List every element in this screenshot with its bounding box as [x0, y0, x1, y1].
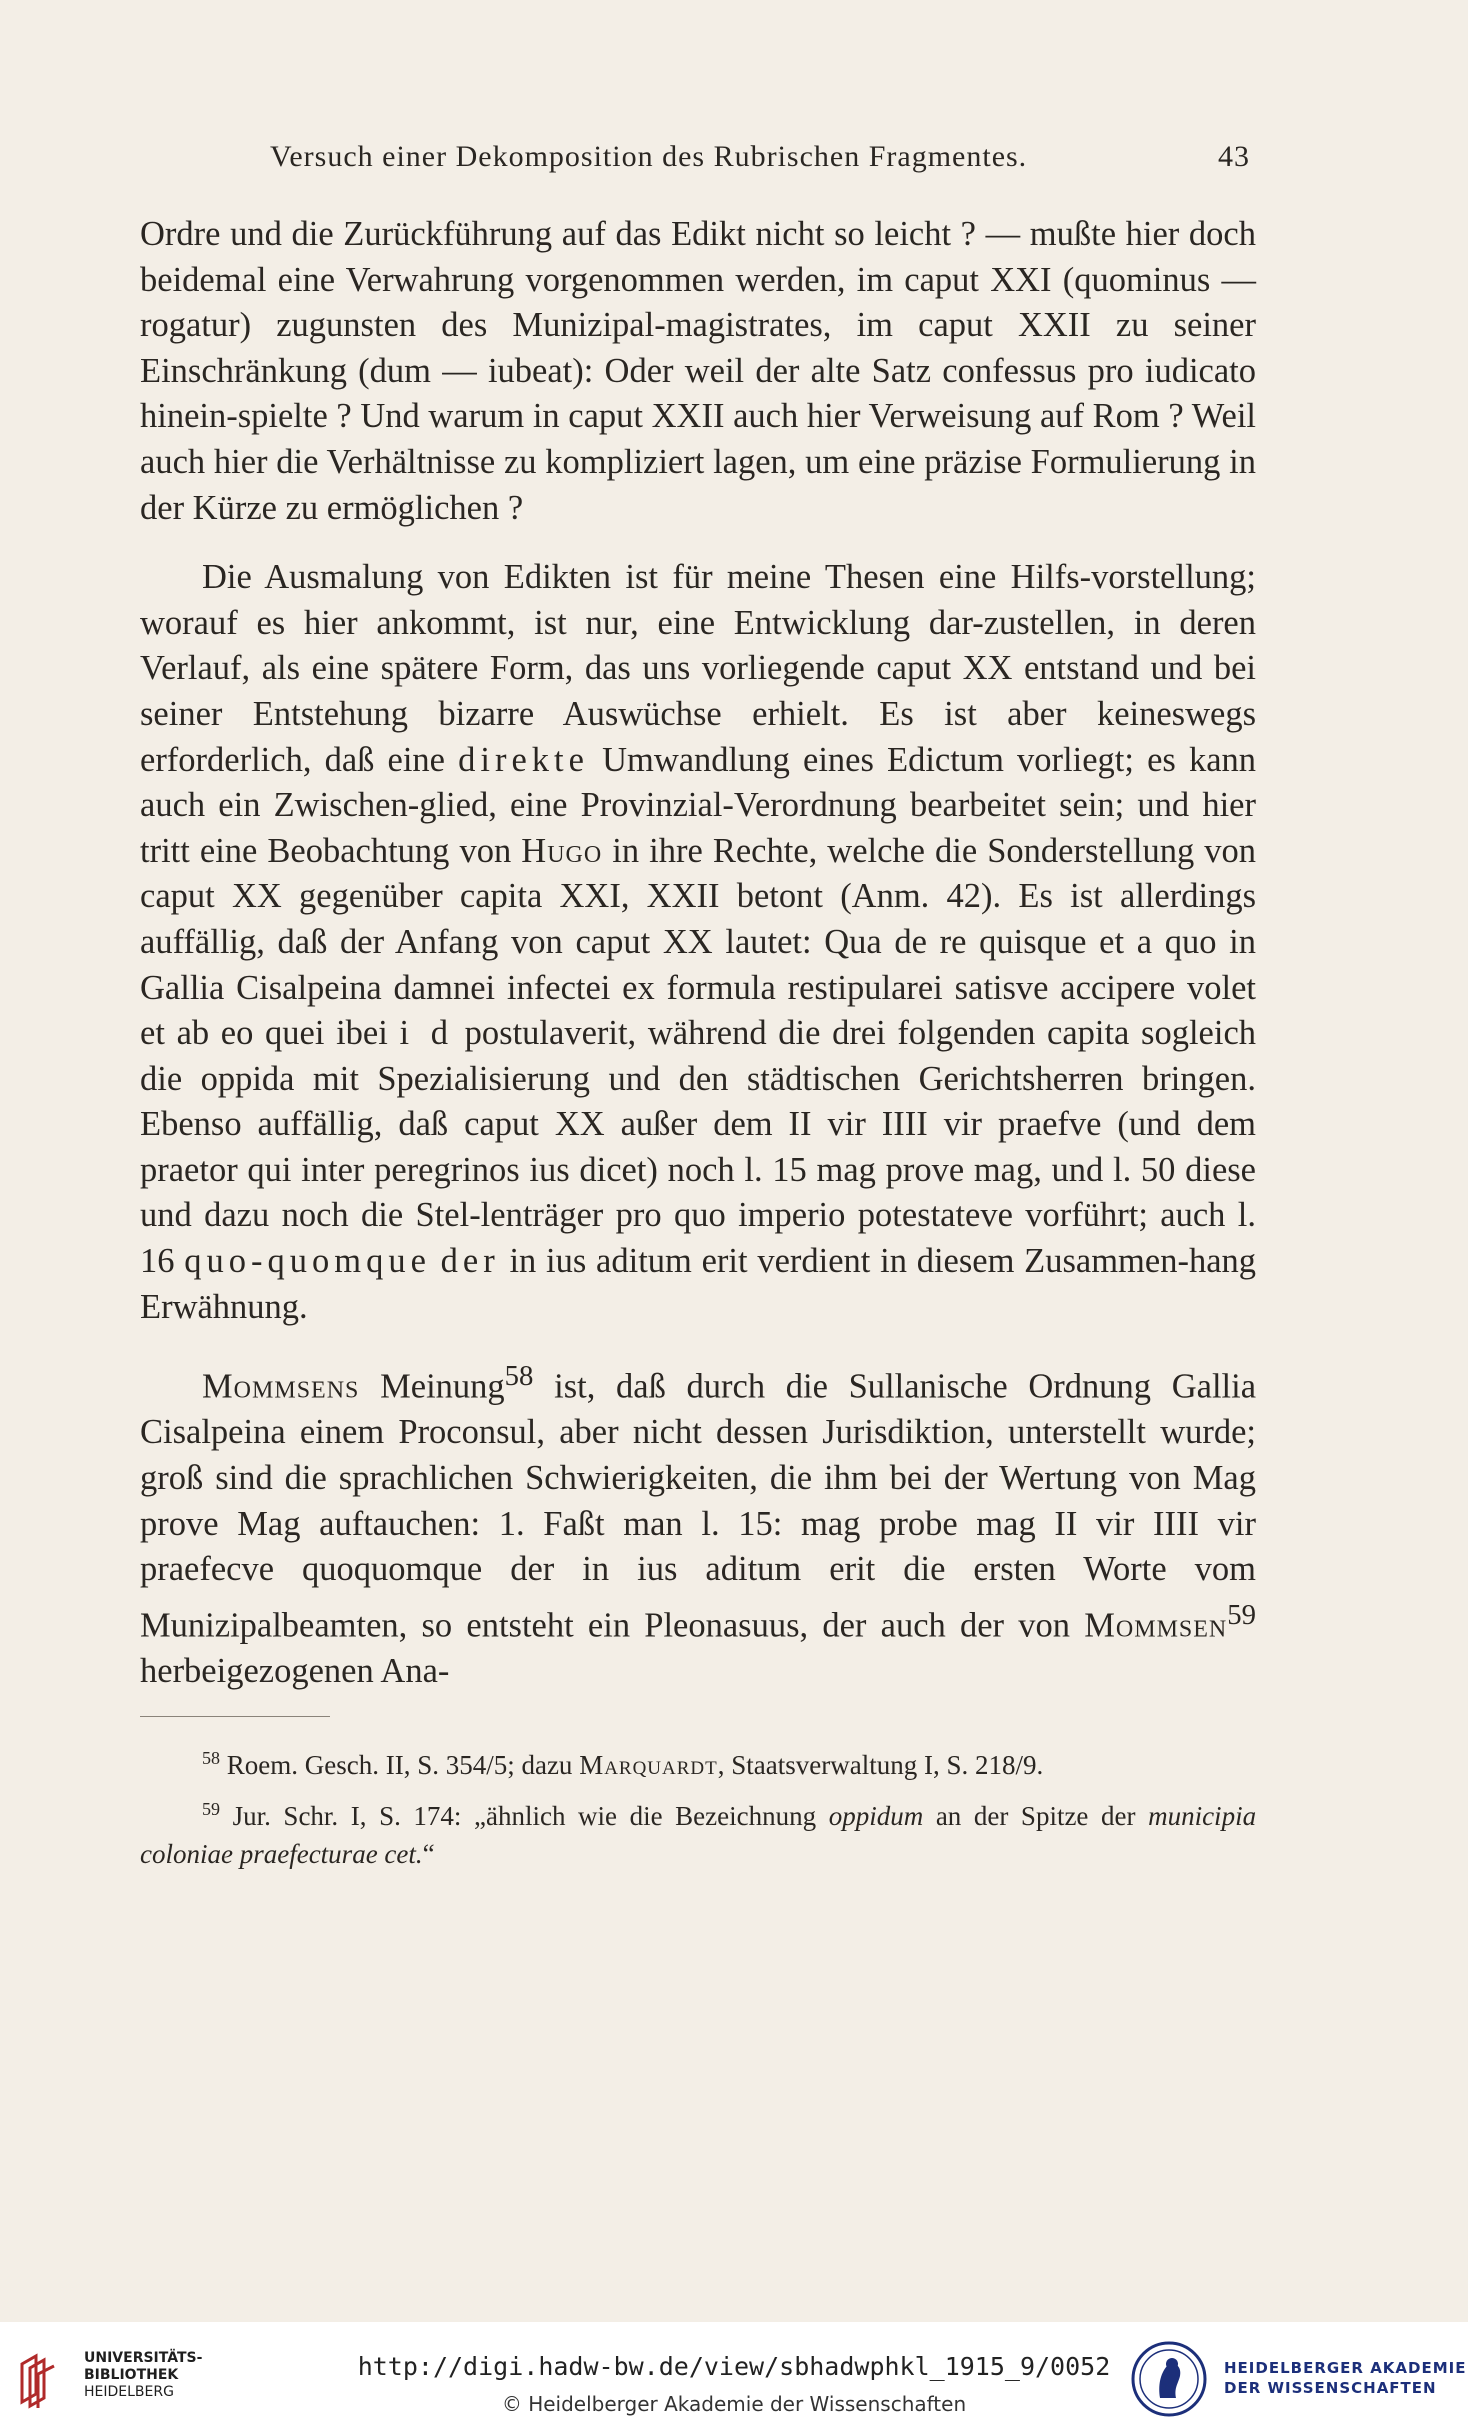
paragraph-2-part-d: postulaverit, während die drei folgenden capita sogleich die oppida mit Spezialisierung und den städtischen Gerichtsherren bringen. Ebenso auffällig, daß caput XX außer dem II vir IIII vir praefve (und dem praetor qui inter peregrinos ius dicet) noch l. 15 mag prove mag, und l. 50 diese und dazu noch die Stel-lenträger pro quo imperio potestateve vorführt; auch l. 16	[140, 1014, 1257, 1281]
footnote-58-number: 58	[202, 1748, 220, 1769]
paragraph-3-part-a: Meinung	[380, 1367, 505, 1406]
permalink-url[interactable]: http://digi.hadw-bw.de/view/sbhadwphkl_1915_9/0052	[357, 2352, 1111, 2381]
academy-line-1: HEIDELBERGER AKADEMIE	[1224, 2359, 1467, 2377]
footnote-58	[140, 1739, 1256, 1784]
library-line-3: HEIDELBERG	[84, 2384, 174, 2400]
footnote-59	[140, 1790, 1256, 1873]
emphasis-direkte: direkte	[458, 740, 589, 779]
term-municipia: municipia coloniae praefecturae cet.	[140, 1801, 1257, 1870]
footnote-59-part-a: Jur. Schr. I, S. 174: „ähnlich wie die Bezeichnung	[232, 1801, 817, 1832]
library-line-2: BIBLIOTHEK	[84, 2367, 179, 2383]
term-oppidum: oppidum	[828, 1801, 924, 1832]
viewer-footer	[0, 2322, 1468, 2426]
body-text	[140, 212, 1256, 1694]
academy-line-2: DER WISSENSCHAFTEN	[1224, 2379, 1437, 2397]
emphasis-quoquomque: quo-quomque	[184, 1242, 431, 1281]
footnote-58-part-a: Roem. Gesch. II, S. 354/5; dazu	[226, 1750, 573, 1781]
author-name-mommsens: Mommsens	[202, 1367, 360, 1406]
footnote-59-number: 59	[202, 1799, 220, 1820]
author-name-mommsen: Mommsen	[1084, 1606, 1228, 1645]
academy-name	[1224, 2358, 1467, 2398]
paragraph-2-part-a: Die Ausmalung von Edikten ist für meine Thesen eine Hilfs-vorstellung; worauf es hier ankommt, ist nur, eine Entwicklung dar-zustellen, in deren Verlauf, als eine spätere Form, das uns vorliegende caput XX entstand und bei seiner Entstehung bizarre Auswüchse erhielt. Es ist aber keineswegs erforderlich, daß eine	[140, 558, 1256, 779]
library-line-1: UNIVERSITÄTS-	[84, 2350, 203, 2366]
footnote-ref-59: 59	[1227, 1598, 1256, 1631]
emphasis-id: i d	[399, 1014, 453, 1053]
author-name-hugo: Hugo	[521, 831, 603, 870]
paragraph-2-part-b: Umwandlung eines Edictum vorliegt; es kann auch ein Zwischen-glied, eine Provinzial-Verordnung bearbeitet sein; und hier tritt eine Beobachtung von	[140, 740, 1257, 870]
footnote-59-part-b: an der Spitze der	[935, 1801, 1136, 1832]
emphasis-der: der	[440, 1242, 500, 1281]
paragraph-1: Ordre und die Zurückführung auf das Edikt nicht so leicht ? — mußte hier doch beidemal eine Verwahrung vorgenommen werden, im caput XXI (quominus — rogatur) zugunsten des Munizipal-magistrates, im caput XXII zu seiner Einschränkung (dum — iubeat): Oder weil der alte Satz confessus pro iudicato hinein-spielte ? Und warum in caput XXII auch hier Verweisung auf Rom ? Weil auch hier die Verhältnisse zu kompliziert lagen, um eine präzise Formulierung in der Kürze zu ermöglichen ?	[140, 215, 1256, 527]
paragraph-3-part-c: herbeigezogenen Ana-	[140, 1651, 450, 1690]
paragraph-2-part-e: in ius aditum erit verdient in diesem Zusammen-hang Erwähnung.	[140, 1242, 1257, 1326]
page-number: 43	[1218, 140, 1250, 173]
copyright-notice: © Heidelberger Akademie der Wissenschaften	[501, 2392, 967, 2416]
footnote-59-closing-quote: “	[422, 1839, 435, 1870]
paragraph-3	[140, 1354, 1256, 1694]
running-head-title: Versuch einer Dekomposition des Rubrischen Fragmentes.	[270, 140, 1028, 173]
footnote-ref-58: 58	[504, 1360, 534, 1393]
author-name-marquardt: Marquardt	[579, 1750, 718, 1781]
running-head	[140, 100, 1256, 173]
footnotes	[140, 1739, 1256, 1873]
paragraph-3-part-b: ist, daß durch die Sullanische Ordnung Gallia Cisalpeina einem Proconsul, aber nicht dessen Jurisdiktion, unterstellt wurde; groß sind die sprachlichen Schwierigkeiten, die ihm bei der Wertung von Mag prove Mag auftauchen: 1. Faßt man l. 15: mag probe mag II vir IIII vir praefecve quoquomque der in ius aditum erit die ersten Worte vom Munizipalbeamten, so entsteht ein Pleonasuus, der auch der von	[140, 1367, 1257, 1645]
book-page	[140, 100, 1256, 1879]
paragraph-2	[140, 555, 1256, 1330]
footnote-rule	[140, 1716, 330, 1717]
paragraph-2-part-c: in ihre Rechte, welche die Sonderstellung von caput XX gegenüber capita XXI, XXII betont (Anm. 42). Es ist allerdings auffällig, daß der Anfang von caput XX lautet: Qua de re quisque et a quo in Gallia Cisalpeina damnei infectei ex formula restipularei satisve accipere volet et ab eo quei ibei	[140, 831, 1257, 1053]
academy-seal-icon	[1130, 2340, 1208, 2418]
footnote-58-part-b: , Staatsverwaltung I, S. 218/9.	[717, 1750, 1044, 1781]
